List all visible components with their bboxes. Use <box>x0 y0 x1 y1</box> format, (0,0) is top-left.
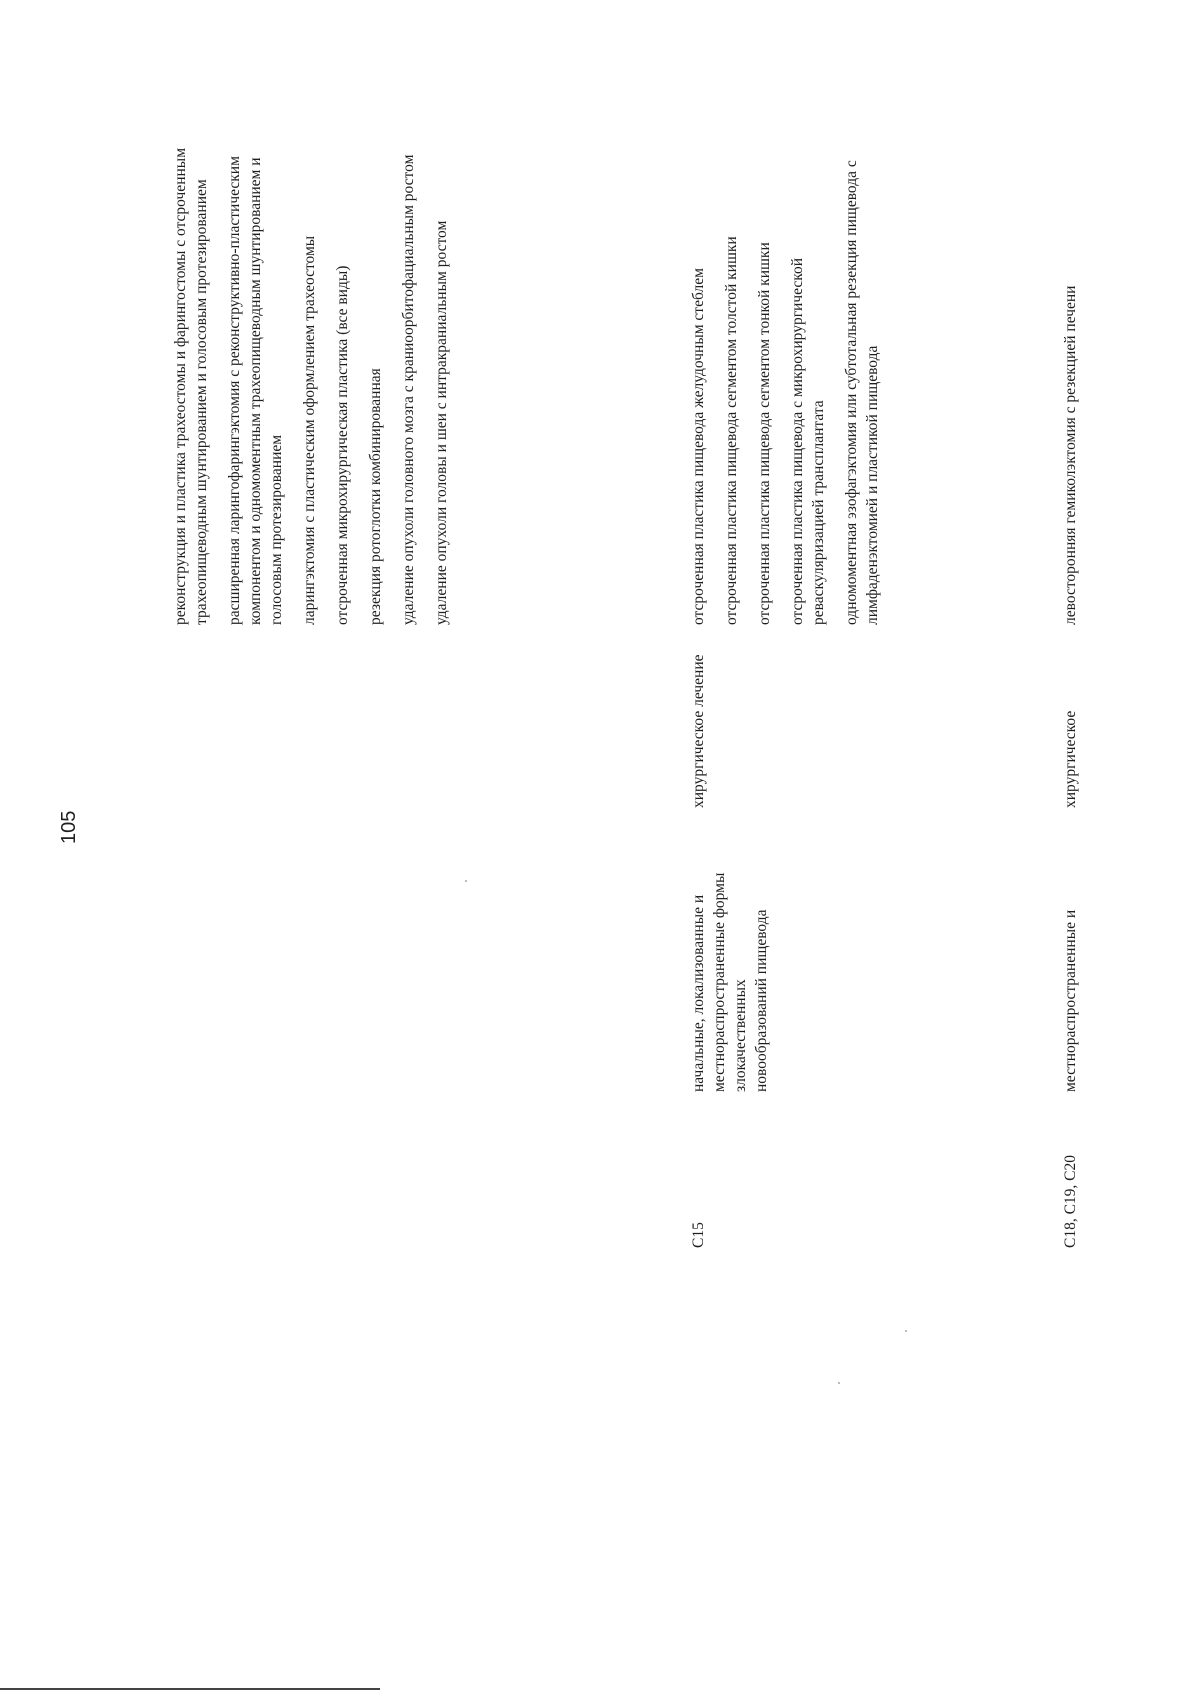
method-item: отсроченная пластика пищевода желудочным стеблем <box>690 268 707 625</box>
scan-speck <box>838 1382 840 1384</box>
method-item: отсроченная пластика пищевода сегментом тонкой кишки <box>756 242 773 625</box>
method-item: резекция ротоглотки комбинированная <box>367 368 384 625</box>
page-number: 105 <box>58 810 80 844</box>
scan-speck <box>905 1330 907 1332</box>
method-item: ларингэктомия с пластическим оформлением трахеостомы <box>301 235 318 625</box>
row-treatment: хирургическое <box>1062 710 1079 808</box>
row-treatment: хирургическое лечение <box>690 654 707 808</box>
method-item: одномоментная эзофагэктомия или субтотальная резекция пищевода с лимфаденэктомией и пластикой пищевода <box>843 160 881 625</box>
row-condition: местнораспространенные и <box>1062 909 1079 1092</box>
method-item: удаление опухоли головы и шеи с интракраниальным ростом <box>433 220 450 625</box>
prev-methods-column <box>170 145 464 625</box>
row-code: C15 <box>690 1222 707 1248</box>
scan-speck <box>465 880 467 882</box>
row-condition: начальные, локализованные и местнораспространенные формы злокачественных новообразований пищевода <box>690 872 770 1092</box>
row-methods-column <box>688 145 895 625</box>
scan-edge-line <box>0 1688 380 1690</box>
row-method: левосторонняя гемиколэктомия с резекцией печени <box>1062 285 1079 625</box>
method-item: удаление опухоли головного мозга с краниоорбитофациальным ростом <box>400 154 417 625</box>
row-code: C18, C19, C20 <box>1062 1154 1079 1248</box>
method-item: отсроченная микрохирургическая пластика (все виды) <box>334 265 351 625</box>
method-item: отсроченная пластика пищевода с микрохирургической реваскуляризацией трансплантата <box>789 257 827 625</box>
method-item: расширенная ларингофарингэктомия с реконструктивно-пластическим компонентом и одномоментным трахеопищеводным шунтированием и голосовым протезированием <box>226 156 285 625</box>
method-item: реконструкция и пластика трахеостомы и фарингостомы с отсроченным трахеопищеводным шунтированием и голосовым протезированием <box>172 147 210 625</box>
method-item: отсроченная пластика пищевода сегментом толстой кишки <box>723 236 740 625</box>
